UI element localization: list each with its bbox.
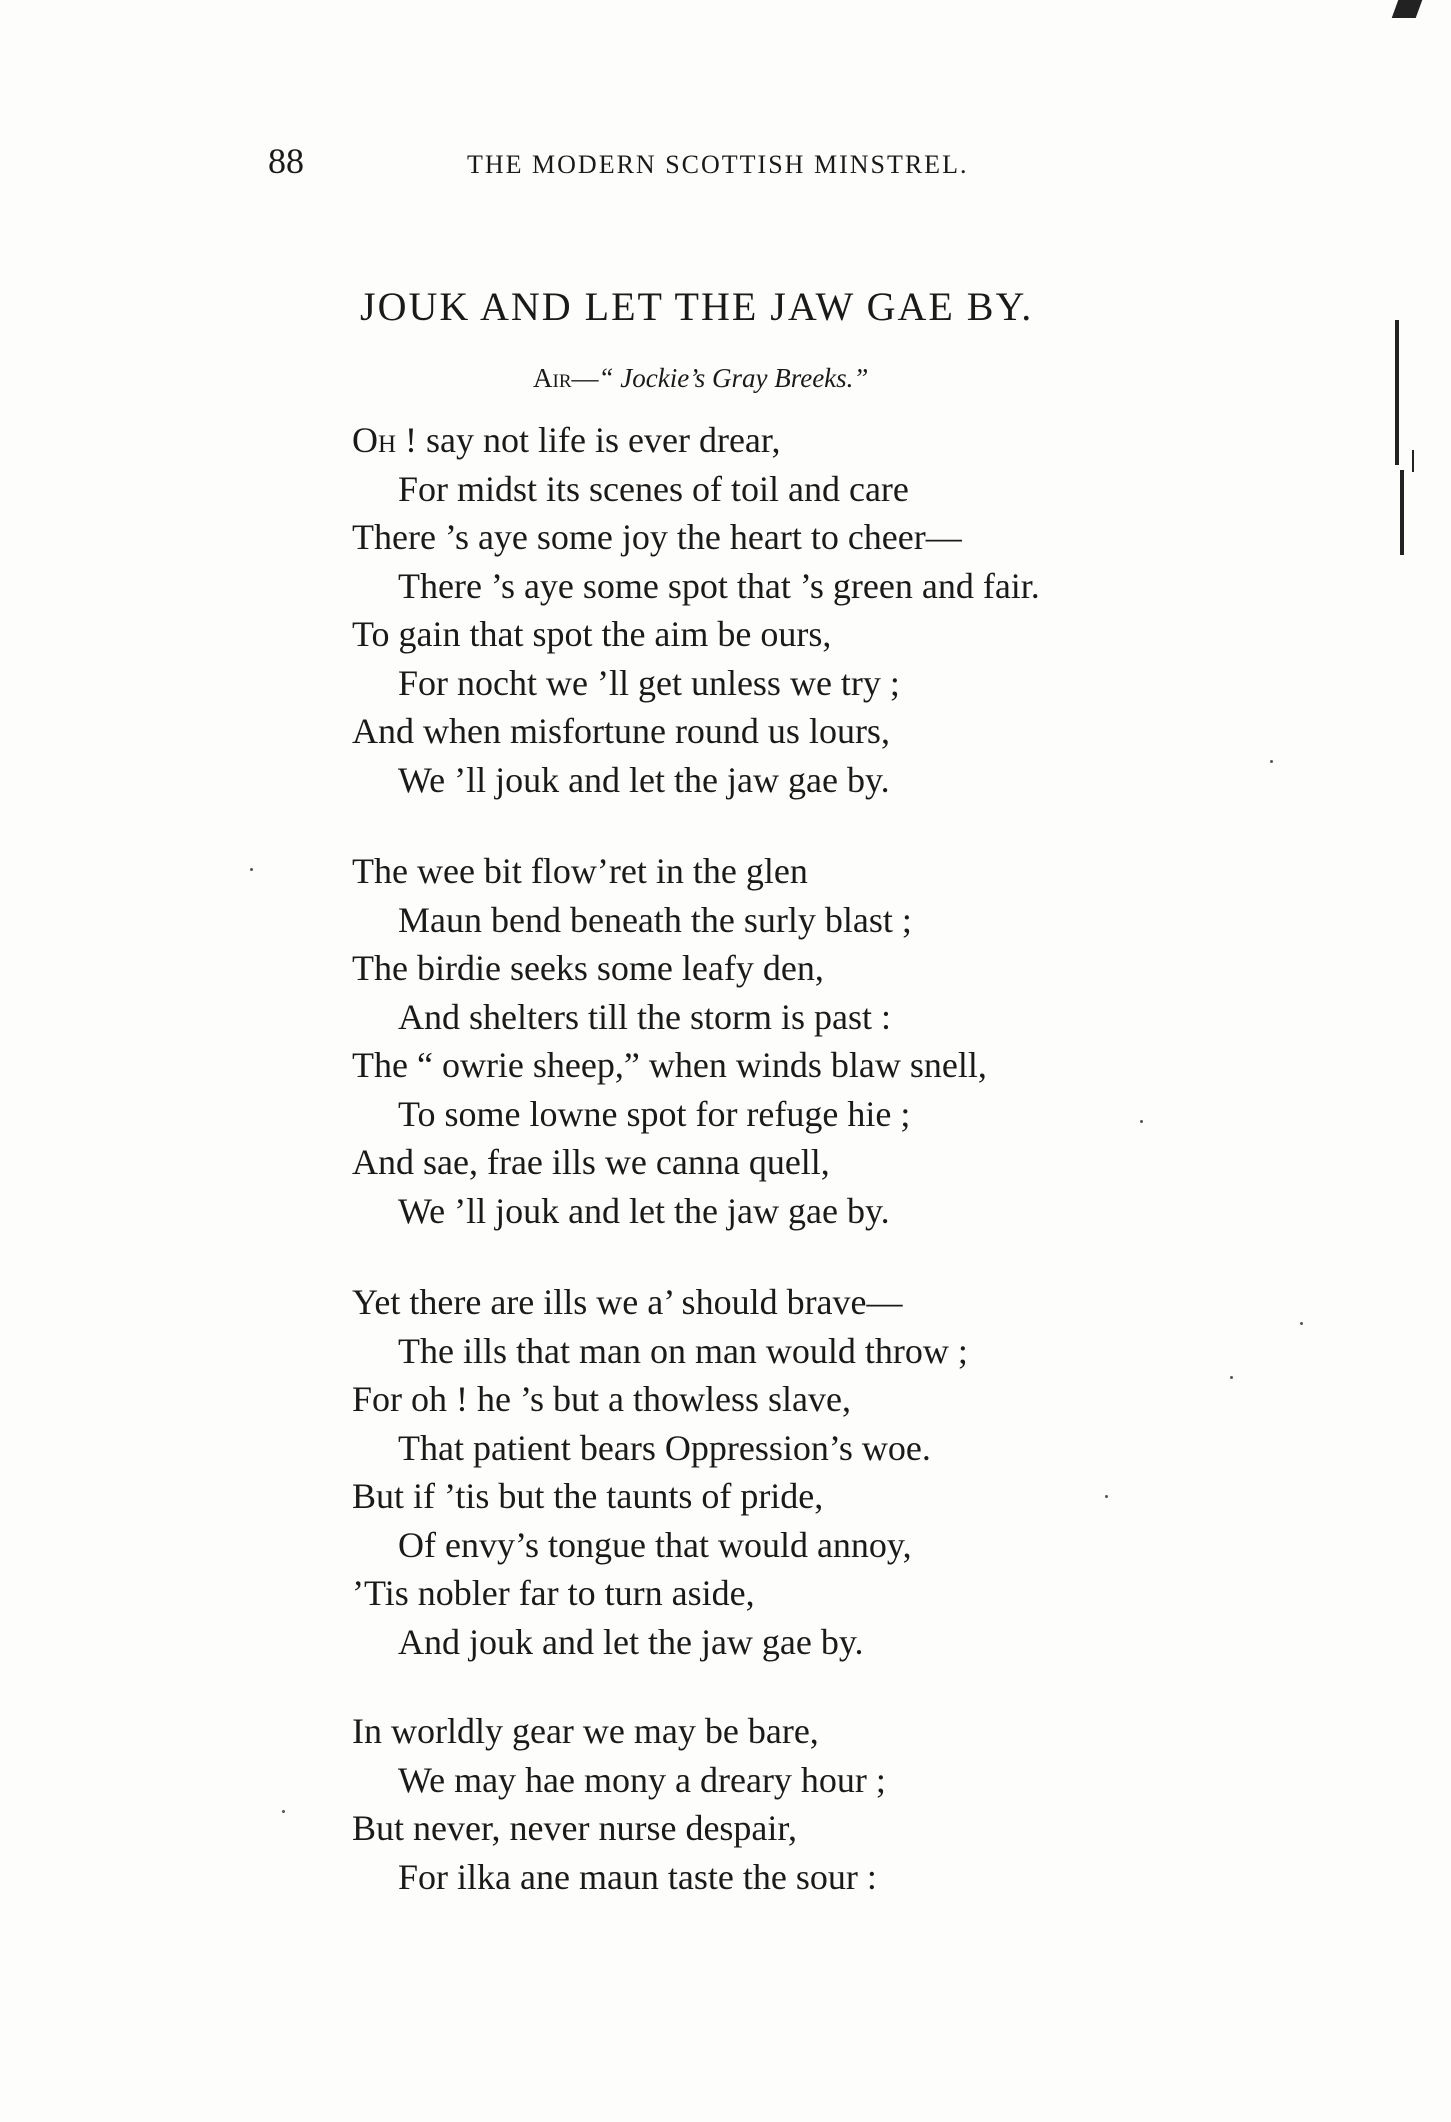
air-label: Air xyxy=(533,363,572,393)
page-number: 88 xyxy=(268,141,304,181)
verse-line: That patient bears Oppression’s woe. xyxy=(398,1427,931,1468)
first-word: Oh ! xyxy=(352,420,418,460)
verse-line: There ’s aye some spot that ’s green and fair. xyxy=(398,565,1040,606)
ink-speck xyxy=(250,868,253,871)
verse-line: To gain that spot the aim be ours, xyxy=(352,614,832,654)
stanza-1 xyxy=(352,416,1040,804)
verse-line: ’Tis nobler far to turn aside, xyxy=(352,1573,755,1613)
verse-line: There ’s aye some joy the heart to cheer— xyxy=(352,517,962,557)
verse-line: And shelters till the storm is past : xyxy=(398,996,891,1037)
air-tune: “ Jockie’s Gray Breeks.” xyxy=(598,363,869,393)
corner-mark xyxy=(1392,0,1423,18)
verse-line: But if ’tis but the taunts of pride, xyxy=(352,1476,824,1516)
verse-line: And jouk and let the jaw gae by. xyxy=(398,1621,864,1662)
ink-speck xyxy=(1230,1376,1233,1379)
ink-speck xyxy=(1140,1120,1143,1123)
verse-line: The ills that man on man would throw ; xyxy=(398,1330,968,1371)
verse-line: We ’ll jouk and let the jaw gae by. xyxy=(398,759,890,800)
verse-line: In worldly gear we may be bare, xyxy=(352,1711,819,1751)
verse-line: We may hae mony a dreary hour ; xyxy=(398,1759,886,1800)
verse-line: For nocht we ’ll get unless we try ; xyxy=(398,662,900,703)
verse-line: To some lowne spot for refuge hie ; xyxy=(398,1093,911,1134)
verse-line: And sae, frae ills we canna quell, xyxy=(352,1142,830,1182)
verse-line: For midst its scenes of toil and care xyxy=(398,468,909,509)
stanza-4 xyxy=(352,1707,886,1901)
verse-line: The “ owrie sheep,” when winds blaw snell, xyxy=(352,1045,987,1085)
verse-line: Oh ! say not life is ever drear, xyxy=(352,420,781,460)
ink-speck xyxy=(1300,1322,1303,1325)
verse-line: Yet there are ills we a’ should brave— xyxy=(352,1282,903,1322)
verse-line: Maun bend beneath the surly blast ; xyxy=(398,899,912,940)
verse-line: The birdie seeks some leafy den, xyxy=(352,948,824,988)
margin-rule-mark xyxy=(1395,320,1399,465)
margin-tick-mark xyxy=(1412,450,1414,472)
verse-line: And when misfortune round us lours, xyxy=(352,711,890,751)
air-dash: — xyxy=(571,363,599,393)
verse-line: We ’ll jouk and let the jaw gae by. xyxy=(398,1190,890,1231)
ink-speck xyxy=(1270,760,1273,763)
ink-speck xyxy=(1105,1495,1108,1498)
verse-line: Of envy’s tongue that would annoy, xyxy=(398,1524,912,1565)
verse-line: For oh ! he ’s but a thowless slave, xyxy=(352,1379,851,1419)
stanza-2 xyxy=(352,847,987,1235)
air-attribution xyxy=(533,363,868,394)
verse-line: For ilka ane maun taste the sour : xyxy=(398,1856,877,1897)
verse-line: The wee bit flow’ret in the glen xyxy=(352,851,808,891)
stanza-3 xyxy=(352,1278,968,1666)
verse-line: But never, never nurse despair, xyxy=(352,1808,797,1848)
margin-rule-mark xyxy=(1400,470,1404,555)
running-head: THE MODERN SCOTTISH MINSTREL. xyxy=(467,150,969,179)
poem-title: JOUK AND LET THE JAW GAE BY. xyxy=(360,284,1034,329)
ink-speck xyxy=(282,1810,285,1813)
